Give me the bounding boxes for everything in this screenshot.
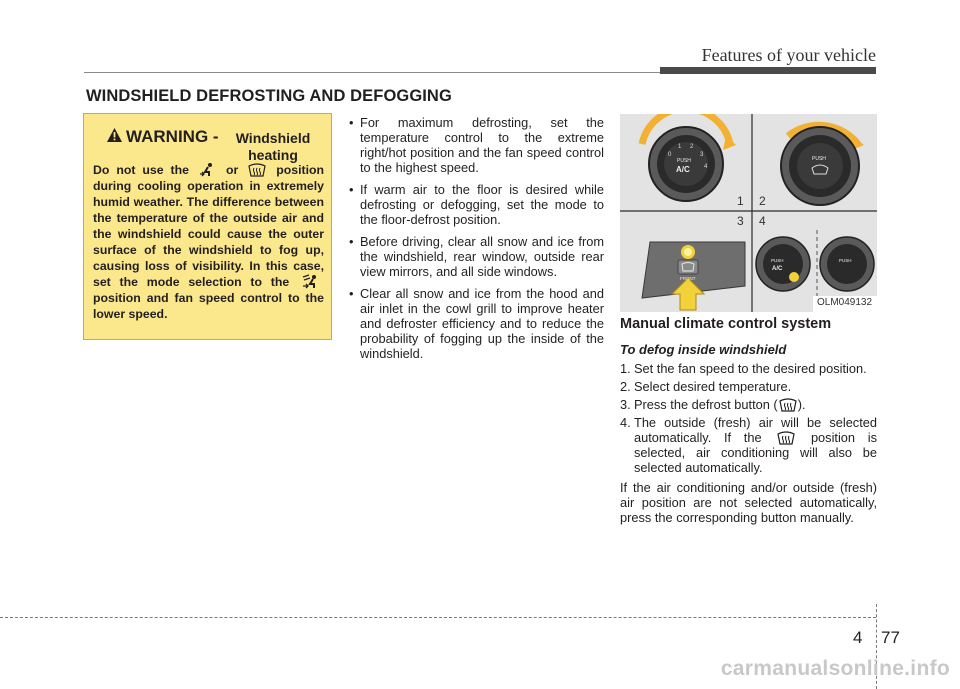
step-number: 1. <box>620 361 631 376</box>
sub-heading: To defog inside windshield <box>620 342 787 357</box>
watermark: carmanualsonline.info <box>720 657 950 680</box>
ac-label: A/C <box>772 266 783 272</box>
header-title: Features of your vehicle <box>701 45 876 65</box>
footer-rule <box>0 617 876 618</box>
step-number: 4. <box>620 415 631 430</box>
fan-label-4: 4 <box>704 164 708 170</box>
fan-label-0: 0 <box>668 152 672 158</box>
floor-defrost-mode-icon <box>301 274 321 289</box>
figure-label-1: 1 <box>737 194 744 208</box>
push-label: PUSH <box>677 158 691 164</box>
closing-paragraph: If the air conditioning and/or outside (fresh) air position are not selected automatically, press the corresponding button manually. <box>620 480 877 525</box>
mode-knob <box>781 125 864 205</box>
step-text: ). <box>797 397 806 412</box>
list-item: • If warm air to the floor is desired while defrosting or defogging, set the mode to the floor-defrost position. <box>346 182 604 227</box>
warning-word: WARNING - <box>126 127 219 146</box>
floor-mode-icon <box>199 162 216 177</box>
step-1 <box>620 361 877 376</box>
climate-control-figure <box>620 114 877 312</box>
warning-subject: Windshield heating <box>235 130 311 163</box>
step-3 <box>620 397 877 412</box>
step-2 <box>620 379 877 394</box>
warning-text-4: position and fan speed control to the lower speed. <box>93 291 324 321</box>
fan-label-1: 1 <box>678 144 682 150</box>
figure-label-2: 2 <box>759 194 766 208</box>
step-text: Press the defrost button ( <box>634 397 778 412</box>
warning-text-1: Do not use the <box>93 163 190 177</box>
fan-label-2: 2 <box>690 144 694 150</box>
list-item: • Before driving, clear all snow and ice from the windshield, rear window, outside rear view mirrors, and all side windows. <box>346 234 604 279</box>
chapter-number: 4 <box>853 628 863 647</box>
ac-label: A/C <box>676 165 690 174</box>
defrost-icon <box>779 397 797 412</box>
defrost-tips-list <box>346 115 604 368</box>
step-number: 2. <box>620 379 631 394</box>
small-mode-knob <box>820 237 874 291</box>
warning-text-2: or <box>225 163 239 177</box>
push-label: PUSH <box>812 156 826 162</box>
push-label: PUSH <box>839 258 852 263</box>
step-4 <box>620 415 877 475</box>
warning-text-3: position during cooling operation in extremely humid weather. The difference between the temperature of the outside air and the windshield could cause the outer surface of the windshield to fog up, causing loss of visibility. In this case, set the mode selection to the <box>93 163 325 289</box>
figure-label-4: 4 <box>759 214 766 228</box>
step-number: 3. <box>620 397 631 412</box>
warning-box <box>83 113 332 340</box>
figure-illustration <box>620 114 877 312</box>
figure-label-3: 3 <box>737 214 744 228</box>
step-text: position is selected, air conditioning will also be selected automatically. <box>634 430 877 475</box>
list-item: • For maximum defrosting, set the temperature control to the extreme right/hot position and the fan speed control to the highest speed. <box>346 115 604 175</box>
section-heading: Manual climate control system <box>620 316 832 332</box>
step-text: Select desired temperature. <box>634 379 792 394</box>
defrost-icon <box>777 430 795 445</box>
page-number: 77 <box>881 628 900 647</box>
step-text: Set the fan speed to the desired position. <box>634 361 867 376</box>
front-label: FRONT <box>680 276 696 281</box>
fan-label-3: 3 <box>700 152 704 158</box>
header-rule-accent <box>660 67 876 74</box>
section-title: WINDSHIELD DEFROSTING AND DEFOGGING <box>86 87 452 105</box>
warning-triangle-icon <box>106 127 123 143</box>
list-item: • Clear all snow and ice from the hood and air inlet in the cowl grill to improve heater and defroster efficiency and to reduce the probability of fogging up the inside of the windshield. <box>346 286 604 361</box>
warning-body <box>93 162 324 322</box>
figure-code: OLM049132 <box>817 297 873 308</box>
small-fan-knob <box>756 237 810 291</box>
step-text: The outside (fresh) air will be selected automatically. If the <box>634 415 877 445</box>
push-label: PUSH <box>771 258 784 263</box>
defrost-icon <box>248 162 266 177</box>
manual-climate-section <box>620 316 877 525</box>
